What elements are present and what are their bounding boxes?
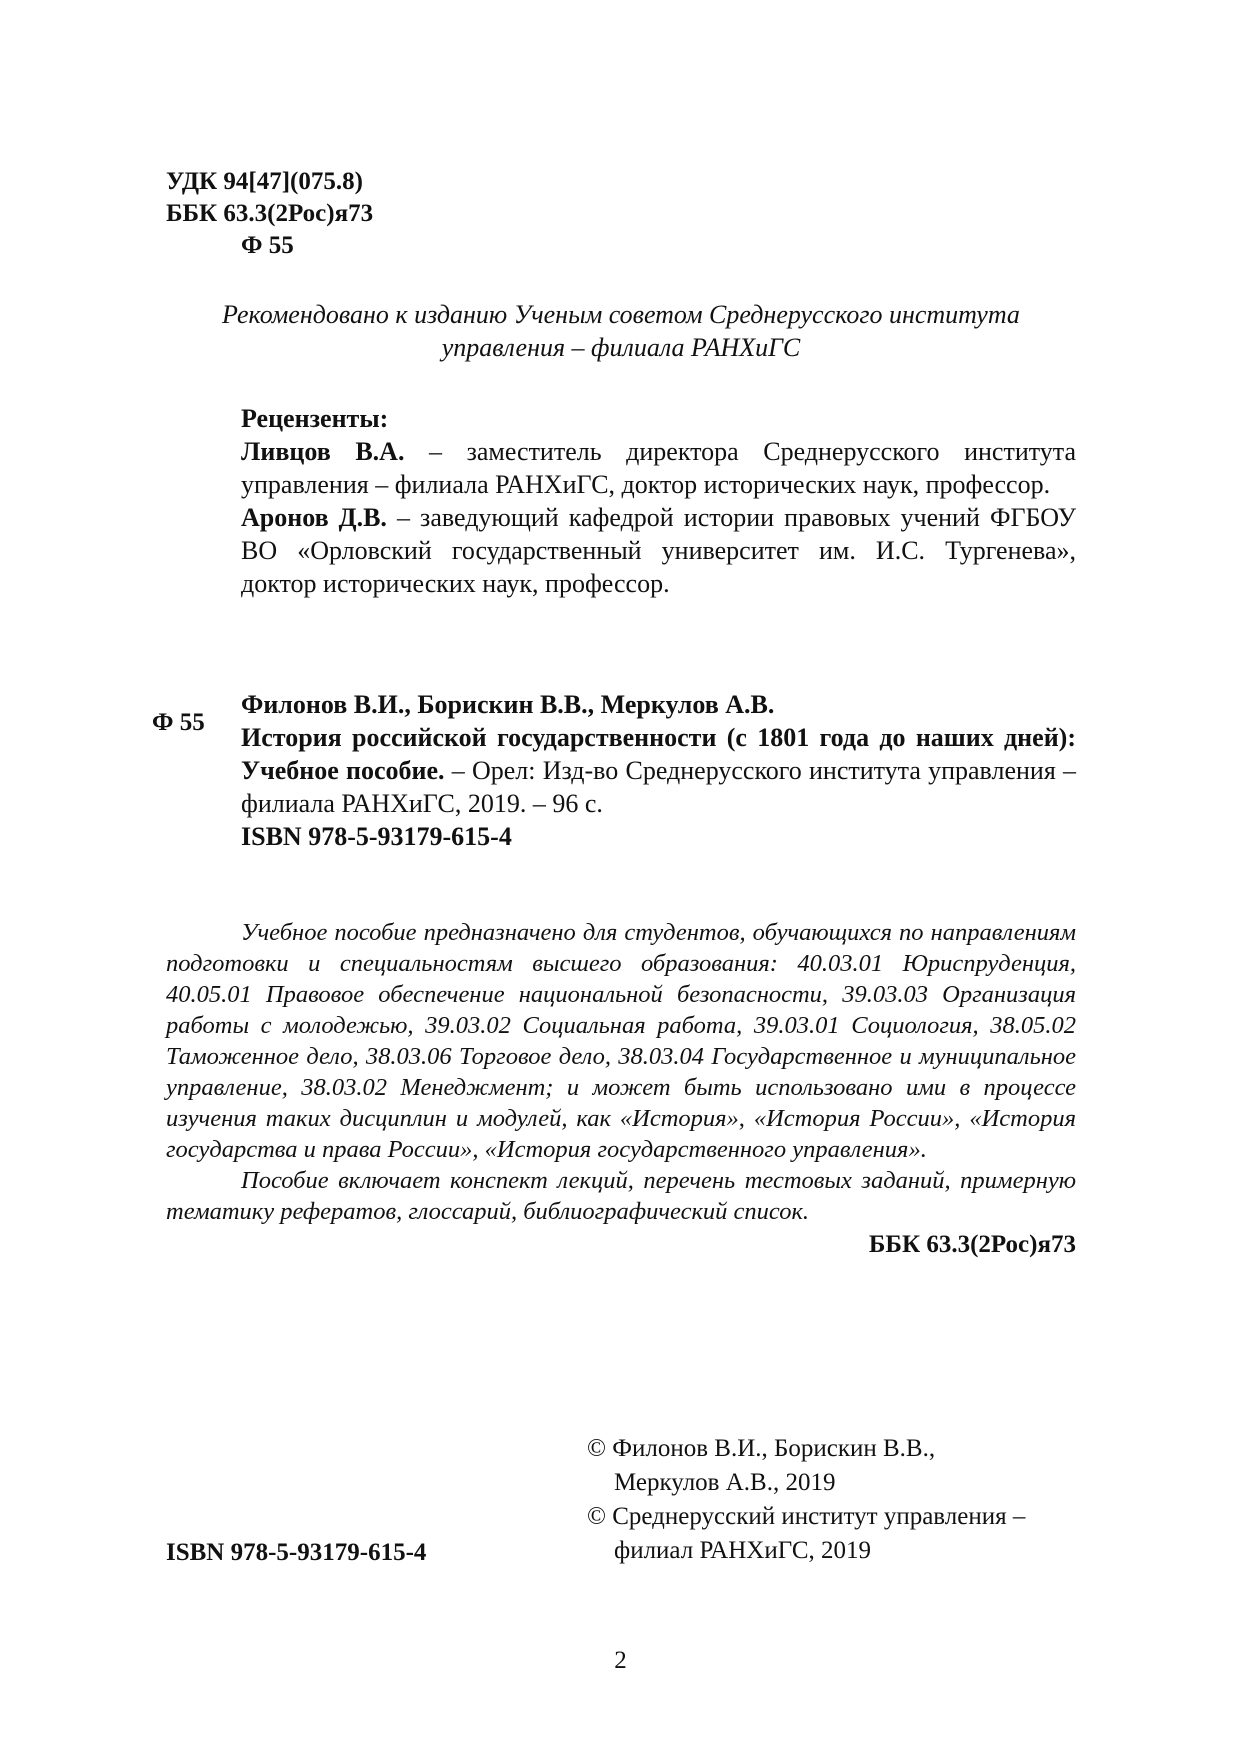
copyright-line-3: © Среднерусский институт управления –	[587, 1503, 1026, 1530]
abstract	[166, 917, 1076, 1261]
bibliographic-record	[241, 688, 1076, 853]
bibliographic-authors: Филонов В.И., Борискин В.В., Меркулов А.В.	[241, 690, 775, 719]
abstract-paragraph-2: Пособие включает конспект лекций, перечень тестовых заданий, примерную тематику рефератов, глоссарий, библиографический список.	[166, 1167, 1076, 1225]
copyright-line-2: Меркулов А.В., 2019	[614, 1469, 836, 1496]
reviewer-1	[241, 435, 1076, 501]
reviewers-heading: Рецензенты:	[241, 404, 389, 433]
copyright-line-1: © Филонов В.И., Борискин В.В.,	[587, 1435, 936, 1462]
bibliographic-title: История российской государственности (с 1801 года до наших дней): Учебное пособие.	[241, 723, 1076, 785]
recommendation-line-2: управления – филиала РАНХиГС	[441, 333, 801, 362]
bbk-code: ББК 63.3(2Рос)я73	[166, 200, 374, 227]
author-mark: Ф 55	[241, 232, 294, 259]
recommendation-line-1: Рекомендовано к изданию Ученым советом Среднерусского института	[222, 300, 1020, 329]
reviewer-1-name: Ливцов В.А.	[241, 437, 405, 466]
udk-code: УДК 94[47](075.8)	[166, 168, 363, 195]
reviewer-2-text: – заведующий кафедрой истории правовых учений ФГБОУ ВО «Орловский государственный университет им. И.С. Тургенева», доктор исторических наук, профессор.	[241, 503, 1077, 598]
reviewer-2	[241, 501, 1076, 600]
page-number: 2	[614, 1647, 627, 1674]
bibliographic-publication: – Орел: Изд-во Среднерусского института управления – филиала РАНХиГС, 2019. – 96 с.	[241, 756, 1076, 818]
reviewer-1-text: – заместитель директора Среднерусского института управления – филиала РАНХиГС, доктор исторических наук, профессор.	[241, 437, 1076, 499]
copyright-block	[587, 1432, 1025, 1568]
bibliographic-mark: Ф 55	[152, 709, 205, 736]
abstract-bbk: ББК 63.3(2Рос)я73	[868, 1231, 1076, 1258]
abstract-paragraph-1: Учебное пособие предназначено для студентов, обучающихся по направлениям подготовки и специальностям высшего образования: 40.03.01 Юриспруденция, 40.05.01 Правовое обеспечение национальной безопасности, 39.03.03 Организация работы с молодежью, 39.03.02 Социальная работа, 39.03.01 Социология, 38.05.02 Таможенное дело, 38.03.06 Торговое дело, 38.03.04 Государственное и муниципальное управление, 38.03.02 Менеджмент; и может быть использовано ими в процессе изучения таких дисциплин и модулей, как «История», «История России», «История государства и права России», «История государственного управления».	[166, 919, 1076, 1163]
bibliographic-description	[241, 721, 1076, 820]
isbn-bottom: ISBN 978-5-93179-615-4	[166, 1539, 427, 1566]
bibliographic-isbn: ISBN 978-5-93179-615-4	[241, 822, 512, 851]
recommendation	[166, 298, 1076, 364]
reviewers-block	[241, 402, 1076, 600]
copyright-line-4: филиал РАНХиГС, 2019	[614, 1537, 872, 1564]
reviewer-2-name: Аронов Д.В.	[241, 503, 387, 532]
